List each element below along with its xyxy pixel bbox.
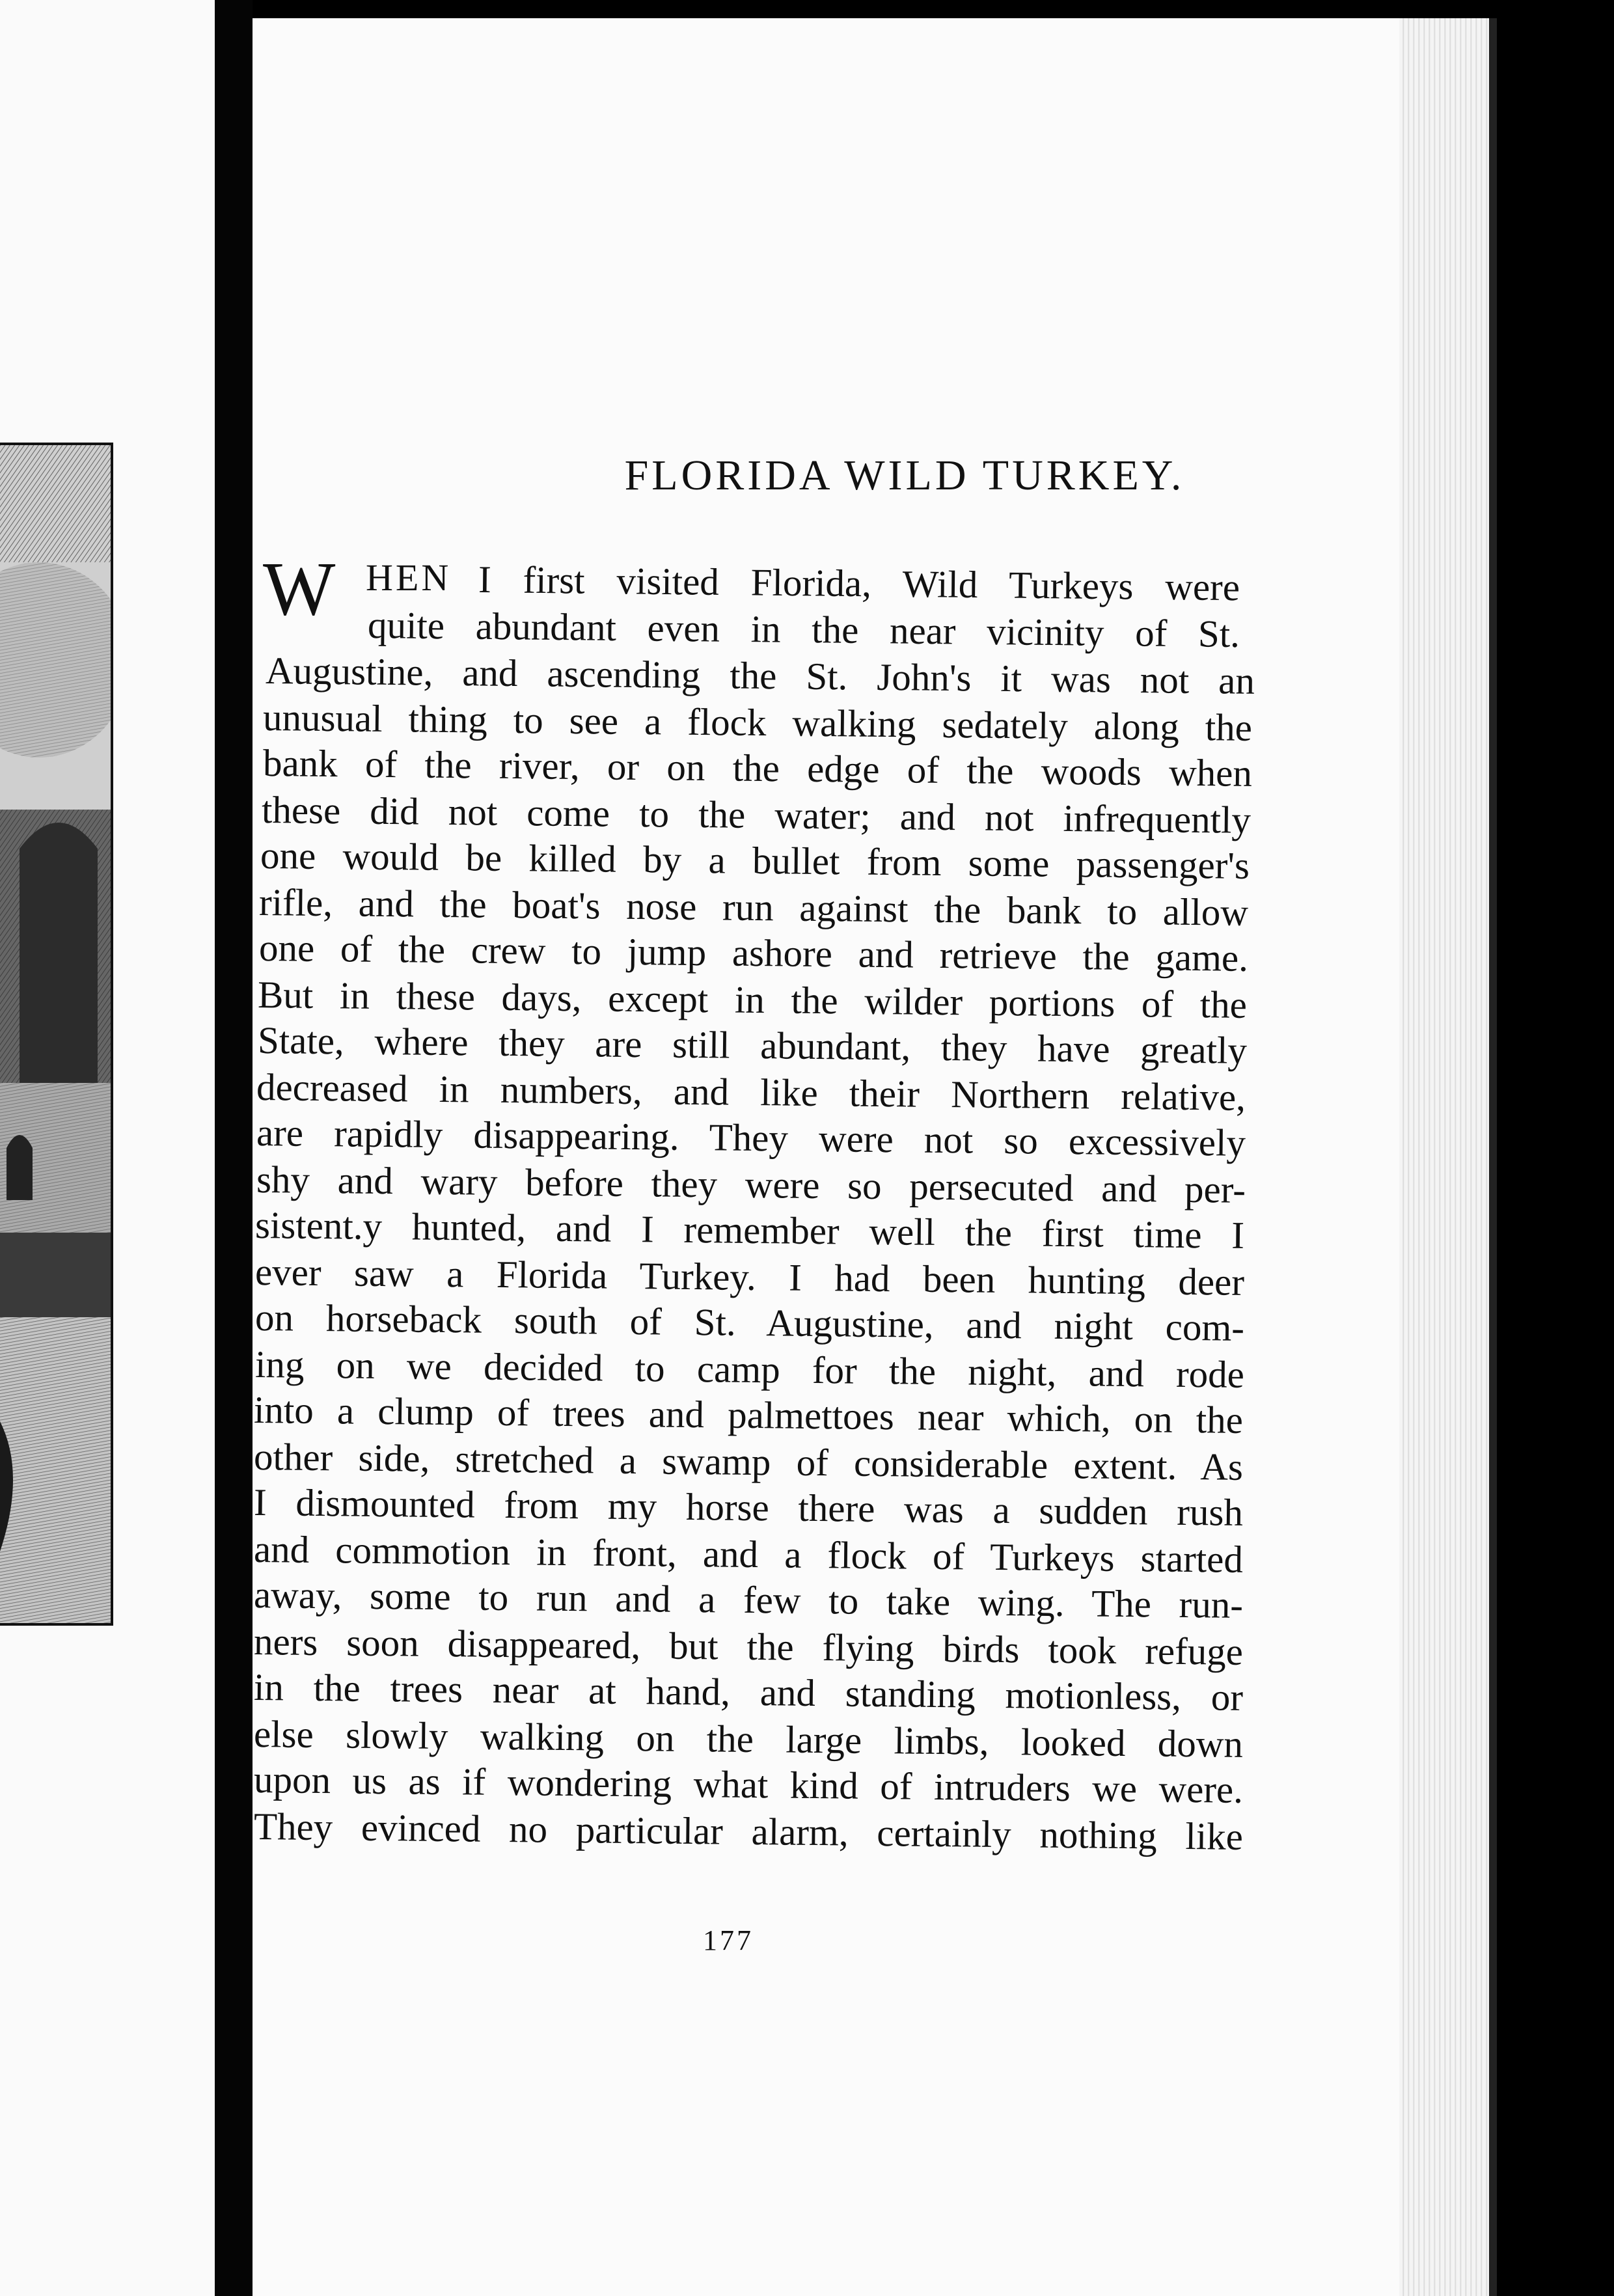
text-line: and commotion in front, and a flock of Turkeys started: [253, 1527, 1244, 1581]
text-line: quite abundant even in the near vicinity of St.: [367, 603, 1240, 656]
text-line: ever saw a Florida Turkey. I had been hunting deer: [254, 1250, 1245, 1304]
text-line: one would be killed by a bullet from some passenger's: [260, 834, 1250, 887]
engraving-illustration: [0, 445, 111, 1623]
facing-page: [0, 0, 220, 2296]
text-line: ing on we decided to camp for the night, and rode: [254, 1343, 1245, 1396]
facing-page-illustration: [0, 443, 113, 1626]
text-line: one of the crew to jump ashore and retrieve the game.: [258, 926, 1249, 979]
book-page: [253, 18, 1497, 2296]
text-line: They evinced no particular alarm, certainly nothing like: [253, 1805, 1244, 1858]
text-line: State, where they are still abundant, they have greatly: [257, 1018, 1248, 1072]
text-line: shy and wary before they were so persecuted and per-: [256, 1158, 1246, 1211]
text-line: are rapidly disappearing. They were not so excessively: [256, 1111, 1246, 1164]
book-gutter: [215, 0, 253, 2296]
text-line: rifle, and the boat's nose run against the bank to allow: [258, 881, 1249, 934]
text-line: away, some to run and a few to take wing. The run-: [253, 1573, 1244, 1626]
text-line: I first visited Florida, Wild Turkeys were: [478, 558, 1240, 609]
text-line: else slowly walking on the large limbs, looked down: [253, 1712, 1244, 1766]
scan-border-top: [253, 0, 1614, 18]
page-number: 177: [703, 1924, 754, 1956]
text-line: other side, stretched a swamp of considerable extent. As: [253, 1435, 1244, 1488]
text-line: But in these days, except in the wilder portions of the: [257, 973, 1248, 1026]
text-line: sistent.y hunted, and I remember well the first time I: [254, 1203, 1245, 1257]
first-word-small-caps: HEN: [366, 556, 452, 599]
text-line: Augustine, and ascending the St. John's it was not an: [265, 649, 1255, 702]
text-line: upon us as if wondering what kind of intruders we were.: [253, 1758, 1244, 1811]
text-line: on horseback south of St. Augustine, and night com-: [254, 1296, 1245, 1349]
text-line: decreased in numbers, and like their Northern relative,: [256, 1065, 1246, 1119]
text-line: in the trees near at hand, and standing motionless, or: [253, 1665, 1244, 1719]
text-line: I dismounted from my horse there was a sudden rush: [253, 1481, 1244, 1534]
text-line: into a clump of trees and palmettoes near which, on the: [253, 1388, 1244, 1442]
text-line: ners soon disappeared, but the flying birds took refuge: [253, 1620, 1244, 1673]
chapter-heading: FLORIDA WILD TURKEY.: [624, 452, 1185, 499]
text-line: bank of the river, or on the edge of the woods when: [262, 741, 1253, 795]
drop-cap: W: [263, 546, 336, 631]
text-line: these did not come to the water; and not infrequently: [261, 788, 1252, 841]
text-line: unusual thing to see a flock walking sedately along the: [262, 696, 1253, 749]
text-block: [254, 18, 1490, 2296]
